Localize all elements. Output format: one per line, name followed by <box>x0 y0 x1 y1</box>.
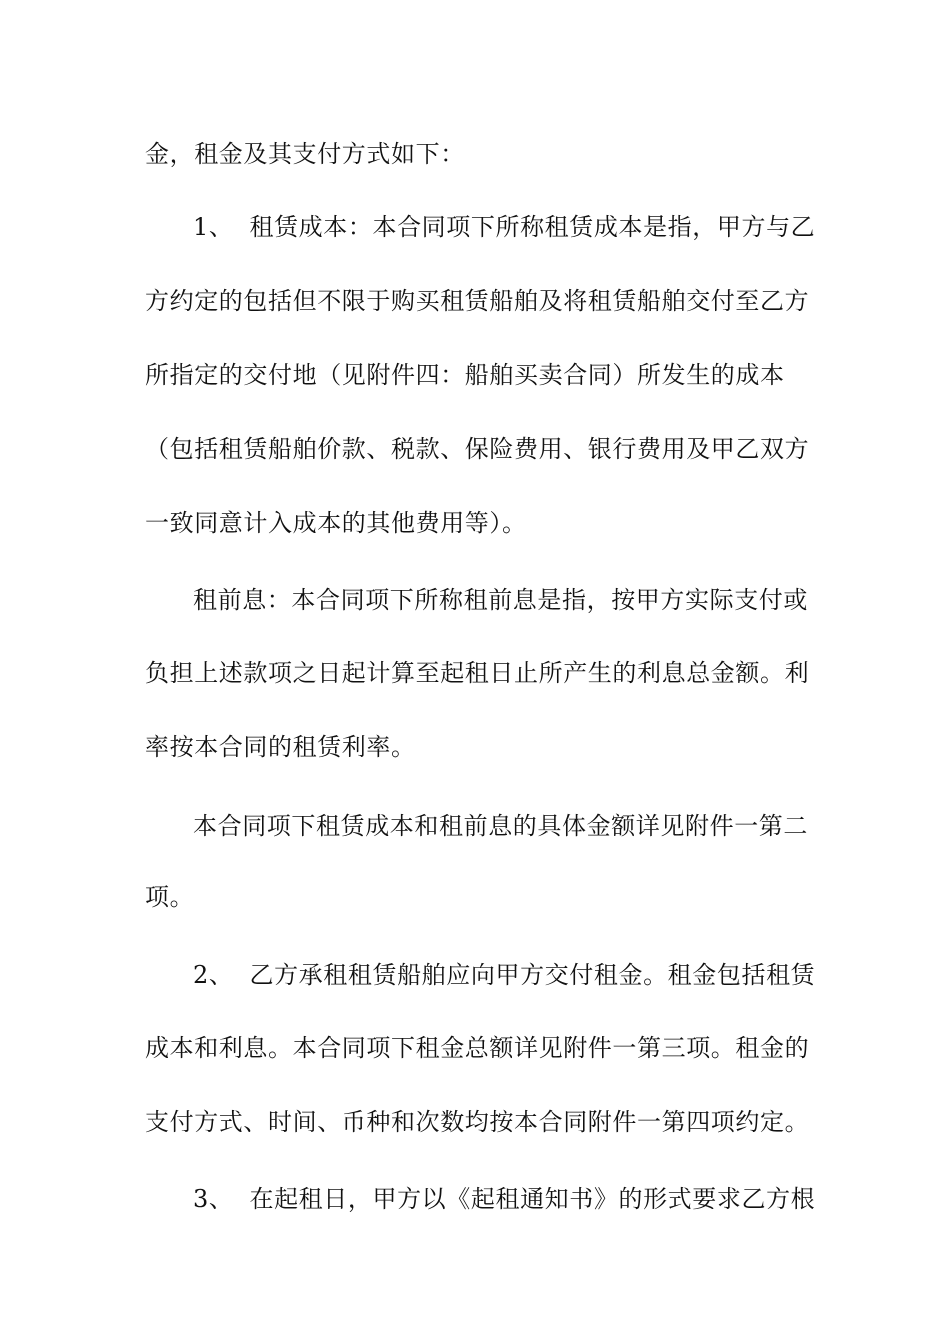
text-line <box>145 134 815 174</box>
text-span: 支付方式、时间、币种和次数均按本合同附件一第四项约定。 <box>145 1108 810 1136</box>
text-span: 租赁成本：本合同项下所称租赁成本是指，甲方与乙 <box>249 213 816 241</box>
clause-number: 1、 <box>193 213 234 241</box>
clause-number: 3、 <box>193 1185 234 1213</box>
paragraph-start <box>193 806 863 846</box>
text-line <box>145 1028 815 1068</box>
numbered-clause-1 <box>193 207 863 247</box>
text-line <box>145 355 815 395</box>
clause-number: 2、 <box>193 961 234 989</box>
text-line <box>145 503 815 543</box>
text-line <box>145 653 815 693</box>
text-line <box>145 727 815 767</box>
text-span: 乙方承租租赁船舶应向甲方交付租金。租金包括租赁 <box>249 961 816 989</box>
text-span: 成本和利息。本合同项下租金总额详见附件一第三项。租金的 <box>145 1034 810 1062</box>
text-span: 负担上述款项之日起计算至起租日止所产生的利息总金额。利 <box>145 659 810 687</box>
text-line <box>145 877 815 917</box>
text-span: 方约定的包括但不限于购买租赁船舶及将租赁船舶交付至乙方 <box>145 287 810 315</box>
text-span: 项。 <box>145 883 195 911</box>
text-span: （包括租赁船舶价款、税款、保险费用、银行费用及甲乙双方 <box>145 435 810 463</box>
numbered-clause-3 <box>193 1179 863 1219</box>
text-line <box>145 429 815 469</box>
text-line <box>145 281 815 321</box>
paragraph-start <box>193 580 863 620</box>
text-span: 本合同项下租赁成本和租前息的具体金额详见附件一第二 <box>193 812 808 840</box>
text-span: 租前息：本合同项下所称租前息是指，按甲方实际支付或 <box>193 586 808 614</box>
text-span: 金，租金及其支付方式如下： <box>145 140 465 168</box>
text-line <box>145 1102 815 1142</box>
text-span: 一致同意计入成本的其他费用等）。 <box>145 509 527 537</box>
numbered-clause-2 <box>193 955 863 995</box>
text-span: 在起租日，甲方以《起租通知书》的形式要求乙方根 <box>249 1185 816 1213</box>
text-span: 所指定的交付地（见附件四：船舶买卖合同）所发生的成本 <box>145 361 785 389</box>
text-span: 率按本合同的租赁利率。 <box>145 733 416 761</box>
